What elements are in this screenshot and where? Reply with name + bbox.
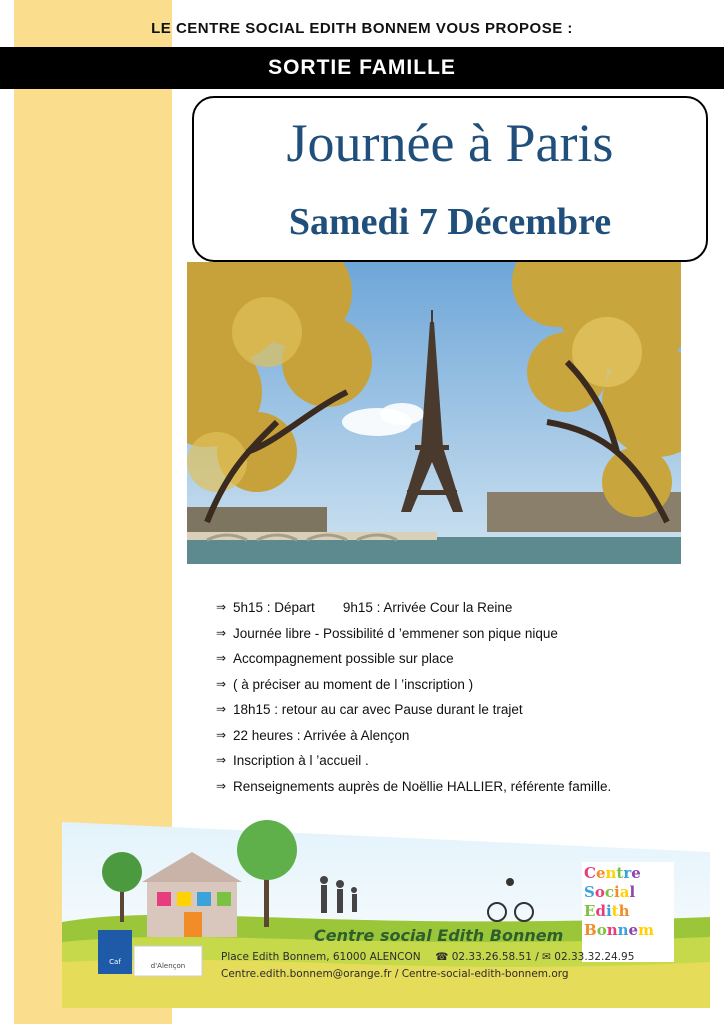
list-item: [216, 702, 696, 728]
badge-letter: i: [614, 883, 620, 901]
list-item: [216, 651, 696, 677]
arrow-icon: ⇒: [216, 778, 227, 793]
title-box: [192, 96, 708, 262]
badge-letter: d: [595, 902, 606, 920]
event-date: Samedi 7 Décembre: [288, 201, 612, 243]
badge-letter: a: [619, 883, 630, 901]
badge-letter: m: [638, 921, 654, 939]
fax-number: 02.33.32.24.95: [554, 951, 635, 963]
detail-text: 22 heures : Arrivée à Alençon: [233, 727, 410, 743]
badge-letter: r: [623, 864, 632, 882]
badge-letter: o: [596, 921, 607, 939]
badge-letter: t: [616, 864, 624, 882]
arrow-icon: ⇒: [216, 676, 227, 691]
list-item: [216, 779, 696, 805]
event-title: Journée à Paris: [286, 113, 614, 173]
phone-separator: /: [535, 951, 539, 963]
list-item: [216, 677, 696, 703]
arrow-icon: ⇒: [216, 702, 227, 716]
badge-letter: n: [605, 864, 617, 882]
badge-letter: o: [594, 883, 605, 901]
list-item: [216, 753, 696, 779]
badge-letter: n: [606, 921, 618, 939]
arrow-icon: ⇒: [216, 753, 227, 767]
banner-bar: [0, 47, 724, 89]
detail-text: Inscription à l ’accueil .: [233, 753, 369, 768]
badge-letter: c: [604, 883, 614, 901]
arrow-icon: ⇒: [216, 600, 227, 614]
fax-icon: ✉: [542, 951, 551, 963]
badge-letter: S: [584, 883, 595, 901]
contact-line: Centre.edith.bonnem@orange.fr / Centre-social-edith-bonnem.org: [221, 968, 569, 980]
badge-letter: E: [584, 902, 596, 920]
badge-letter: e: [631, 864, 641, 882]
badge-letter: t: [611, 902, 619, 920]
badge-letter: e: [628, 921, 639, 939]
list-item: [216, 728, 696, 754]
organization-name: Centre social Edith Bonnem: [314, 926, 564, 945]
city-logo-text: d'Alençon: [150, 962, 186, 970]
badge-letter: i: [605, 902, 612, 920]
event-details-list: [216, 600, 696, 804]
departure-time: 5h15 : Départ: [233, 600, 315, 615]
detail-text: Renseignements auprès de Noëllie HALLIER, référente famille.: [233, 778, 612, 794]
centre-social-badge: [584, 864, 672, 960]
header-subtitle: LE CENTRE SOCIAL EDITH BONNEM VOUS PROPOSE :: [151, 20, 573, 37]
badge-letter: h: [618, 902, 630, 920]
detail-text: 18h15 : retour au car avec Pause durant le trajet: [233, 702, 523, 717]
arrival-time: 9h15 : Arrivée Cour la Reine: [342, 600, 513, 615]
detail-text: ( à préciser au moment de l ’inscription ): [233, 676, 474, 692]
phone-number: 02.33.26.58.51: [451, 951, 532, 963]
address-text: Place Edith Bonnem, 61000 ALENCON: [221, 951, 421, 963]
badge-letter: l: [629, 883, 636, 901]
eiffel-tower-illustration: [187, 262, 681, 564]
arrow-icon: ⇒: [216, 625, 227, 640]
badge-letter: B: [584, 921, 597, 939]
detail-text: Journée libre - Possibilité d ’emmener son pique nique: [233, 625, 558, 641]
arrow-icon: ⇒: [216, 727, 227, 742]
badge-letter: n: [617, 921, 629, 939]
badge-letter: e: [595, 864, 606, 882]
badge-letter: C: [584, 864, 596, 882]
eiffel-tower-photo: [187, 262, 681, 564]
banner-title: SORTIE FAMILLE: [268, 56, 456, 79]
caf-logo-text: Caf: [109, 958, 121, 966]
list-item: [216, 626, 696, 652]
address-line: [221, 951, 634, 963]
arrow-icon: ⇒: [216, 651, 227, 665]
detail-text: Accompagnement possible sur place: [233, 651, 454, 666]
list-item: [216, 600, 696, 626]
phone-icon: ☎: [435, 951, 449, 963]
